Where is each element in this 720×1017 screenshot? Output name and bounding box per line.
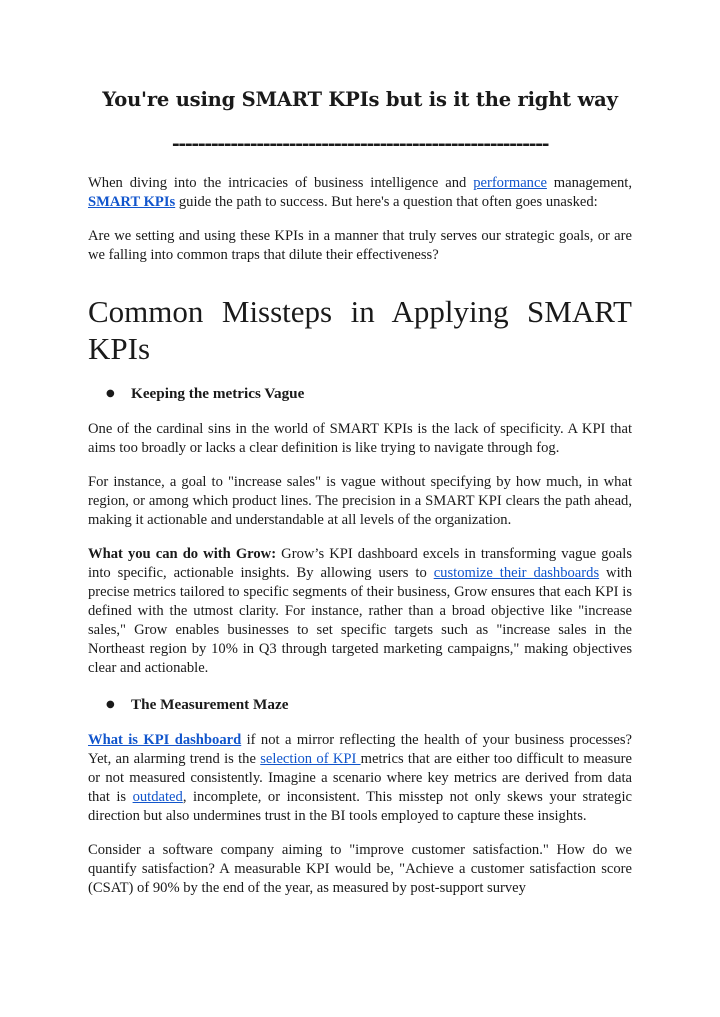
consider-paragraph: Consider a software company aiming to "improve customer satisfaction." How do we quantify satisfaction? A measurable KPI would be, "Achieve a customer satisfaction score (CSAT) of 90% by the end of the year, as measured by post-support survey	[88, 842, 632, 896]
grow-text-b: with precise metrics tailored to specific segments of their business, Grow ensures that each KPI is defined with the utmost clarity. For instance, rather than a broad objective like "increase sales," Grow enables businesses to set specific targets such as "increase sales in the Northeast region by 10% in Q3 through targeted marketing campaigns," making objectives clear and actionable.	[88, 565, 633, 676]
performance-link[interactable]: performance	[473, 175, 547, 191]
smart-kpis-link[interactable]: SMART KPIs	[88, 194, 176, 210]
what-is-kpi-dashboard-link[interactable]: What is KPI dashboard	[88, 732, 242, 748]
bullet-heading-text: Keeping the metrics Vague	[131, 385, 305, 402]
outdated-link[interactable]: outdated	[132, 789, 183, 805]
cardinal-sins-paragraph: One of the cardinal sins in the world of SMART KPIs is the lack of specificity. A KPI that aims too broadly or lacks a clear definition is like trying to navigate through fog.	[88, 421, 632, 456]
maze-text-a: if not a mirror reflecting the health of your business processes? Yet, an alarming trend is the	[88, 732, 632, 767]
intro-text-a: When diving into the intricacies of business intelligence and	[88, 175, 474, 191]
maze-text-c: , incomplete, or inconsistent. This misstep not only skews your strategic direction but also undermines trust in the BI tools employed to capture these insights.	[88, 789, 632, 824]
customize-dashboards-link[interactable]: customize their dashboards	[433, 565, 600, 581]
measurement-maze-paragraph	[88, 731, 632, 826]
instance-paragraph: For instance, a goal to "increase sales" is vague without specifying by how much, in what region, or among which product lines. The precision in a SMART KPI clears the path ahead, making it actionable and understandable at all levels of the organization.	[88, 474, 632, 528]
title-separator: ----------------------------------------------------------	[171, 133, 549, 155]
bullet-heading-vague	[88, 384, 632, 403]
intro-paragraph	[88, 174, 632, 212]
bullet-heading-text: The Measurement Maze	[131, 696, 289, 713]
bullet-dot-icon: ●	[106, 388, 115, 399]
intro-text-b: management,	[546, 175, 632, 191]
bullet-heading-measurement	[88, 695, 632, 714]
intro-text-c: guide the path to success. But here's a question that often goes unasked:	[175, 194, 598, 210]
grow-text-a: Grow’s KPI dashboard excels in transforming vague goals into specific, actionable insights. By allowing users to	[88, 546, 632, 581]
grow-paragraph	[88, 545, 632, 678]
bullet-dot-icon: ●	[106, 699, 115, 710]
maze-text-b: metrics that are either too difficult to measure or not measured consistently. Imagine a scenario where key metrics are derived from data that is	[88, 751, 632, 805]
selection-of-kpi-link[interactable]: selection of KPI	[260, 751, 361, 767]
question-paragraph: Are we setting and using these KPIs in a manner that truly serves our strategic goals, or are we falling into common traps that dilute their effectiveness?	[88, 228, 632, 263]
document-title: You're using SMART KPIs but is it the right way	[102, 88, 618, 111]
section-heading: Common Missteps in Applying SMART KPIs	[88, 294, 632, 366]
grow-lead: What you can do with Grow:	[88, 546, 277, 562]
